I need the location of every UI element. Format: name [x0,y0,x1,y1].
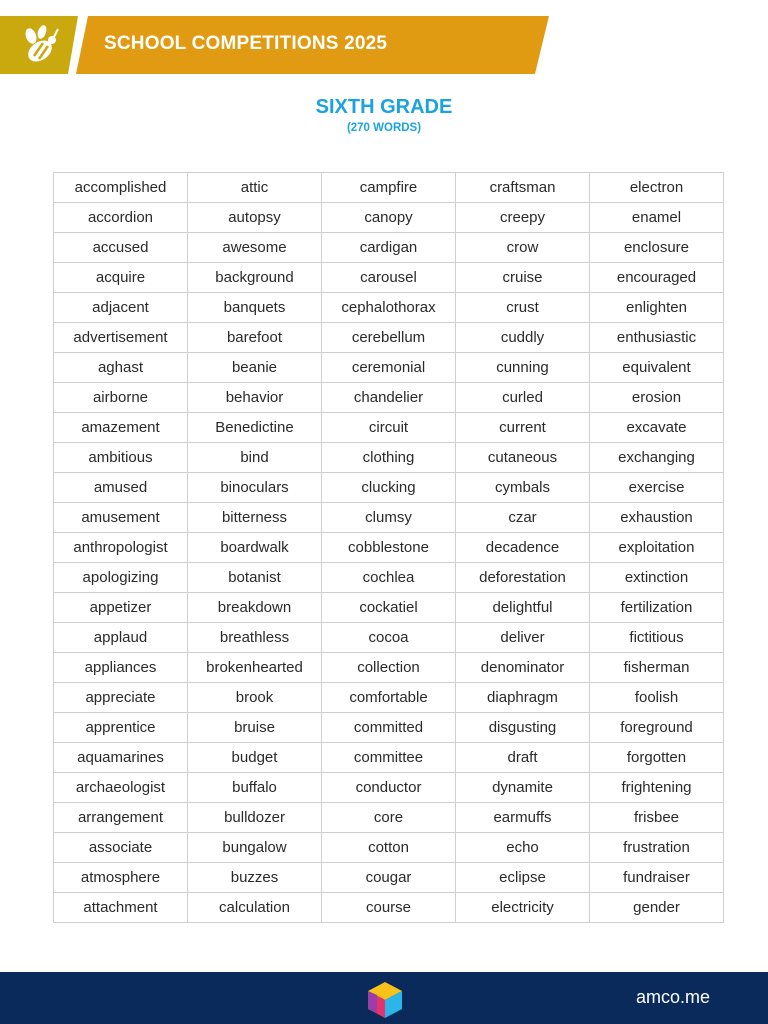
word-cell: czar [456,503,590,533]
word-cell: dynamite [456,773,590,803]
table-row [54,623,724,653]
word-cell: deforestation [456,563,590,593]
word-cell: collection [322,653,456,683]
word-cell: ambitious [54,443,188,473]
word-cell: cochlea [322,563,456,593]
word-cell: autopsy [188,203,322,233]
word-cell: apprentice [54,713,188,743]
word-cell: cephalothorax [322,293,456,323]
word-cell: fertilization [590,593,724,623]
table-row [54,863,724,893]
word-cell: echo [456,833,590,863]
word-cell: attachment [54,893,188,923]
word-cell: denominator [456,653,590,683]
word-cell: cunning [456,353,590,383]
word-cell: delightful [456,593,590,623]
word-cell: excavate [590,413,724,443]
word-cell: beanie [188,353,322,383]
word-cell: circuit [322,413,456,443]
word-cell: frisbee [590,803,724,833]
word-cell: crow [456,233,590,263]
word-cell: erosion [590,383,724,413]
table-row [54,263,724,293]
word-cell: exhaustion [590,503,724,533]
word-cell: enclosure [590,233,724,263]
word-cell: conductor [322,773,456,803]
word-cell: cocoa [322,623,456,653]
word-cell: deliver [456,623,590,653]
table-row [54,713,724,743]
footer-url: amco.me [635,987,710,1007]
word-cell: cutaneous [456,443,590,473]
word-count: (270 WORDS) [346,122,422,134]
word-cell: current [456,413,590,443]
bee-icon [14,20,64,70]
word-cell: bungalow [188,833,322,863]
word-cell: cobblestone [322,533,456,563]
word-cell: exercise [590,473,724,503]
word-cell: atmosphere [54,863,188,893]
word-cell: Benedictine [188,413,322,443]
table-row [54,173,724,203]
word-cell: electricity [456,893,590,923]
word-cell: archaeologist [54,773,188,803]
table-row [54,773,724,803]
word-cell: ceremonial [322,353,456,383]
word-cell: cardigan [322,233,456,263]
word-cell: crust [456,293,590,323]
word-cell: creepy [456,203,590,233]
word-cell: foolish [590,683,724,713]
table-row [54,203,724,233]
word-cell: bitterness [188,503,322,533]
word-cell: clothing [322,443,456,473]
word-cell: extinction [590,563,724,593]
word-cell: associate [54,833,188,863]
word-cell: cockatiel [322,593,456,623]
word-cell: exchanging [590,443,724,473]
word-cell: canopy [322,203,456,233]
word-cell: breathless [188,623,322,653]
word-cell: eclipse [456,863,590,893]
word-cell: foreground [590,713,724,743]
word-cell: botanist [188,563,322,593]
word-cell: frustration [590,833,724,863]
word-cell: amused [54,473,188,503]
table-row [54,323,724,353]
table-row [54,803,724,833]
word-cell: curled [456,383,590,413]
word-cell: equivalent [590,353,724,383]
word-cell: earmuffs [456,803,590,833]
table-row [54,233,724,263]
word-cell: course [322,893,456,923]
word-cell: advertisement [54,323,188,353]
word-cell: aghast [54,353,188,383]
word-cell: electron [590,173,724,203]
word-cell: comfortable [322,683,456,713]
word-cell: accordion [54,203,188,233]
table-row [54,743,724,773]
table-row [54,293,724,323]
word-cell: accomplished [54,173,188,203]
word-cell: encouraged [590,263,724,293]
word-table [53,172,724,923]
word-cell: diaphragm [456,683,590,713]
table-row [54,833,724,863]
word-cell: disgusting [456,713,590,743]
word-cell: budget [188,743,322,773]
word-cell: fisherman [590,653,724,683]
word-cell: cotton [322,833,456,863]
word-cell: carousel [322,263,456,293]
word-cell: forgotten [590,743,724,773]
word-cell: clumsy [322,503,456,533]
word-cell: exploitation [590,533,724,563]
word-cell: breakdown [188,593,322,623]
word-cell: calculation [188,893,322,923]
word-cell: craftsman [456,173,590,203]
word-cell: enthusiastic [590,323,724,353]
word-cell: core [322,803,456,833]
table-row [54,413,724,443]
word-cell: applaud [54,623,188,653]
word-cell: frightening [590,773,724,803]
table-row [54,683,724,713]
word-cell: background [188,263,322,293]
word-cell: appetizer [54,593,188,623]
word-cell: aquamarines [54,743,188,773]
word-cell: enlighten [590,293,724,323]
word-cell: fundraiser [590,863,724,893]
word-cell: brokenhearted [188,653,322,683]
table-row [54,353,724,383]
word-cell: barefoot [188,323,322,353]
word-cell: cuddly [456,323,590,353]
table-row [54,443,724,473]
word-cell: anthropologist [54,533,188,563]
word-cell: cymbals [456,473,590,503]
word-cell: clucking [322,473,456,503]
word-cell: fictitious [590,623,724,653]
word-cell: gender [590,893,724,923]
word-cell: committee [322,743,456,773]
word-cell: attic [188,173,322,203]
table-row [54,533,724,563]
word-cell: adjacent [54,293,188,323]
word-cell: brook [188,683,322,713]
word-cell: bruise [188,713,322,743]
word-cell: bulldozer [188,803,322,833]
table-row [54,563,724,593]
table-row [54,473,724,503]
word-cell: accused [54,233,188,263]
footer [0,972,768,1024]
word-cell: appliances [54,653,188,683]
word-cell: amazement [54,413,188,443]
word-cell: bind [188,443,322,473]
table-row [54,503,724,533]
word-cell: cruise [456,263,590,293]
word-cell: banquets [188,293,322,323]
word-cell: decadence [456,533,590,563]
word-cell: campfire [322,173,456,203]
word-cell: amusement [54,503,188,533]
word-cell: cougar [322,863,456,893]
word-cell: enamel [590,203,724,233]
word-cell: airborne [54,383,188,413]
header-banner [0,0,768,80]
word-cell: draft [456,743,590,773]
banner-title: SCHOOL COMPETITIONS 2025 [104,33,388,54]
page-title: SIXTH GRADE [315,96,453,118]
word-cell: apologizing [54,563,188,593]
word-cell: chandelier [322,383,456,413]
cube-icon [364,980,406,1020]
table-row [54,593,724,623]
word-cell: cerebellum [322,323,456,353]
word-cell: committed [322,713,456,743]
word-cell: behavior [188,383,322,413]
word-cell: appreciate [54,683,188,713]
word-cell: awesome [188,233,322,263]
word-cell: arrangement [54,803,188,833]
word-cell: acquire [54,263,188,293]
table-row [54,893,724,923]
word-cell: buffalo [188,773,322,803]
table-row [54,653,724,683]
table-row [54,383,724,413]
word-cell: binoculars [188,473,322,503]
word-cell: boardwalk [188,533,322,563]
word-cell: buzzes [188,863,322,893]
